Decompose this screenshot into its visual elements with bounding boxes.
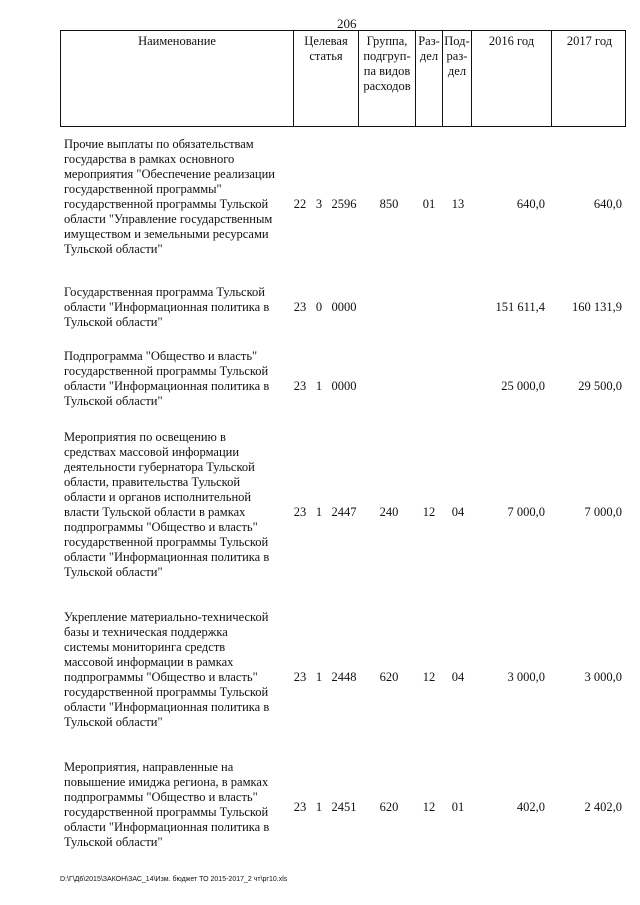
file-path-footer: D:\Г\Д6\2015\ЗАКОН\ЗАС_14\Изм. бюджет ТО 2015-2017_2 чт\рг10.xls — [60, 876, 288, 883]
row-target-2: 0 — [315, 300, 323, 314]
row-subsection: 01 — [451, 800, 465, 814]
row-target-3: 2451 — [331, 800, 357, 814]
row-target-3: 2448 — [331, 670, 357, 684]
row-2016: 25 000,0 — [501, 379, 545, 393]
header-section: Раз- дел — [416, 31, 443, 126]
row-target-2: 1 — [315, 379, 323, 393]
row-2016: 7 000,0 — [507, 505, 545, 519]
row-2016: 151 611,4 — [495, 300, 545, 314]
row-target-1: 23 — [293, 379, 307, 393]
row-section: 12 — [422, 800, 436, 814]
row-group: 620 — [379, 670, 399, 684]
row-name: Мероприятия по освещению в средствах массовой информации деятельности губернатора Тульской области, правительства Тульской области и органов исполнительной власти Тульской области в рамках подпрограммы "Общество и власть" государственной программы Тульской области "Информационная политика в Тульской области" — [64, 430, 270, 579]
header-2016: 2016 год — [472, 31, 552, 126]
row-group: 850 — [379, 197, 399, 211]
row-name: Прочие выплаты по обязательствам государства в рамках основного мероприятия "Обеспечение реализации государственной программы" государственной программы Тульской области "Управление государственным имуществом и земельными ресурсами Тульской области" — [64, 137, 275, 256]
header-name: Наименование — [61, 31, 294, 126]
row-section: 01 — [422, 197, 436, 211]
row-target-1: 23 — [293, 300, 307, 314]
header-2017: 2017 год — [566, 34, 613, 48]
header-subsection: Под- раз- дел — [443, 31, 472, 126]
header-target: Целевая статья — [294, 31, 359, 126]
row-target-1: 23 — [293, 670, 307, 684]
row-target-2: 3 — [315, 197, 323, 211]
row-section: 12 — [422, 505, 436, 519]
row-group: 620 — [379, 800, 399, 814]
row-section: 12 — [422, 670, 436, 684]
row-2017: 160 131,9 — [572, 300, 622, 314]
row-2017: 29 500,0 — [578, 379, 622, 393]
row-subsection: 04 — [451, 505, 465, 519]
row-name: Мероприятия, направленные на повышение имиджа региона, в рамках подпрограммы "Общество и власть" государственной программы Тульской области "Информационная политика в Тульской области" — [64, 760, 270, 849]
row-2016: 640,0 — [516, 197, 545, 211]
row-subsection: 04 — [451, 670, 465, 684]
row-subsection: 13 — [451, 197, 465, 211]
row-2017: 2 402,0 — [584, 800, 622, 814]
row-name: Подпрограмма "Общество и власть" государственной программы Тульской области "Информационная политика в Тульской области" — [64, 349, 270, 408]
row-target-3: 2596 — [331, 197, 357, 211]
row-2017: 7 000,0 — [584, 505, 622, 519]
page-number: 206 — [337, 16, 357, 31]
row-name: Государственная программа Тульской области "Информационная политика в Тульской области" — [64, 285, 270, 329]
header-group: Группа, подгруп- па видов расходов — [359, 31, 416, 126]
row-group: 240 — [379, 505, 399, 519]
row-2017: 3 000,0 — [584, 670, 622, 684]
row-2017: 640,0 — [593, 197, 622, 211]
row-target-1: 23 — [293, 800, 307, 814]
row-target-2: 1 — [315, 670, 323, 684]
row-2016: 402,0 — [516, 800, 545, 814]
row-target-1: 22 — [293, 197, 307, 211]
row-target-3: 0000 — [331, 379, 357, 393]
row-target-2: 1 — [315, 505, 323, 519]
table-header — [60, 30, 626, 127]
row-target-3: 2447 — [331, 505, 357, 519]
row-name: Укрепление материально-технической базы и техническая поддержка системы мониторинга средств массовой информации в рамках подпрограммы "Общество и власть" государственной программы Тульской области "Информационная политика в Тульской области" — [64, 610, 270, 729]
row-target-3: 0000 — [331, 300, 357, 314]
row-target-2: 1 — [315, 800, 323, 814]
row-2016: 3 000,0 — [507, 670, 545, 684]
row-target-1: 23 — [293, 505, 307, 519]
